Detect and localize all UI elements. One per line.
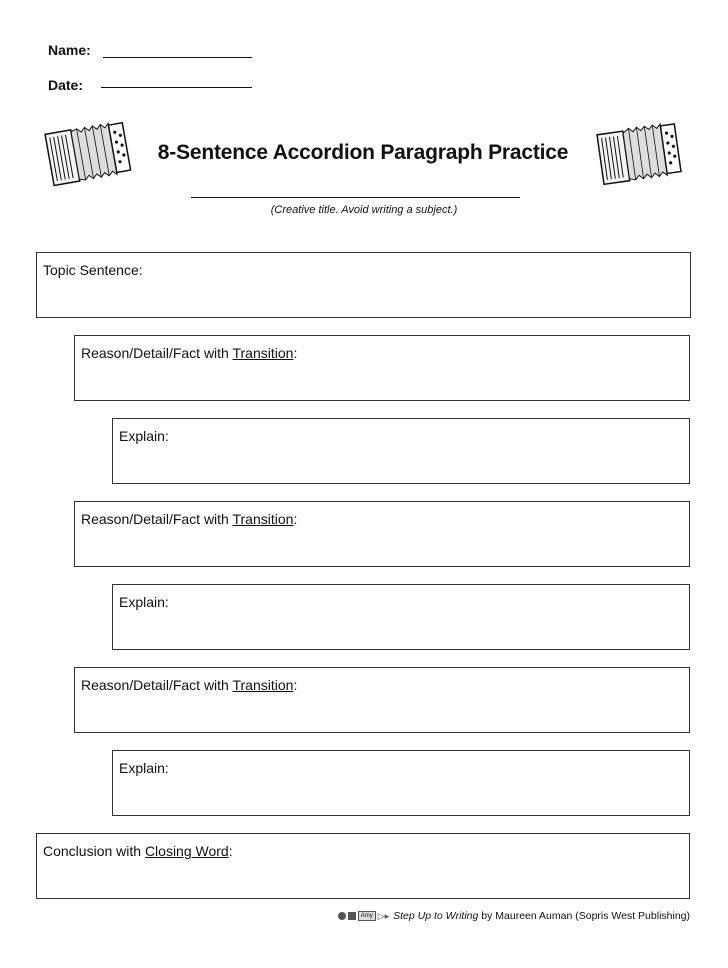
explain-label: Explain:: [119, 760, 169, 776]
reason-label: Reason/Detail/Fact with: [81, 345, 233, 361]
colon: :: [293, 511, 298, 527]
title-line[interactable]: [191, 197, 520, 198]
name-line[interactable]: [103, 57, 252, 58]
accordion-left-icon: [43, 117, 136, 189]
topic-sentence-box[interactable]: [36, 252, 691, 318]
name-label: Name:: [48, 42, 91, 58]
explain-label: Explain:: [119, 594, 169, 610]
reason-label: Reason/Detail/Fact with: [81, 511, 233, 527]
reason-label: Reason/Detail/Fact with: [81, 677, 233, 693]
step-up-logo-icon: Amy ▷▸: [338, 911, 389, 922]
logo-tag: Amy: [358, 911, 376, 921]
colon: :: [293, 345, 298, 361]
date-line[interactable]: [101, 87, 252, 88]
reason-box-1[interactable]: [74, 335, 690, 401]
reason-box-2[interactable]: [74, 501, 690, 567]
colon: :: [228, 843, 233, 859]
explain-label: Explain:: [119, 428, 169, 444]
accordion-right-icon: [594, 117, 687, 189]
title-hint: (Creative title. Avoid writing a subject.): [270, 204, 458, 216]
transition-label: Transition: [232, 677, 294, 693]
topic-sentence-label: Topic Sentence:: [43, 262, 143, 278]
transition-label: Transition: [232, 345, 294, 361]
page-title: 8-Sentence Accordion Paragraph Practice: [157, 141, 569, 164]
footer-credit: [338, 910, 690, 922]
book-title: Step Up to Writing: [393, 910, 479, 922]
colon: :: [293, 677, 298, 693]
reason-box-3[interactable]: [74, 667, 690, 733]
conclusion-label: Conclusion with: [43, 843, 145, 859]
explain-box-1[interactable]: [112, 418, 690, 484]
explain-box-2[interactable]: [112, 584, 690, 650]
explain-box-3[interactable]: [112, 750, 690, 816]
conclusion-box[interactable]: [36, 833, 690, 899]
transition-label: Transition: [232, 511, 294, 527]
credit-text: by Maureen Auman (Sopris West Publishing): [478, 910, 690, 922]
closing-word-label: Closing Word: [144, 843, 229, 859]
date-label: Date:: [48, 77, 84, 93]
